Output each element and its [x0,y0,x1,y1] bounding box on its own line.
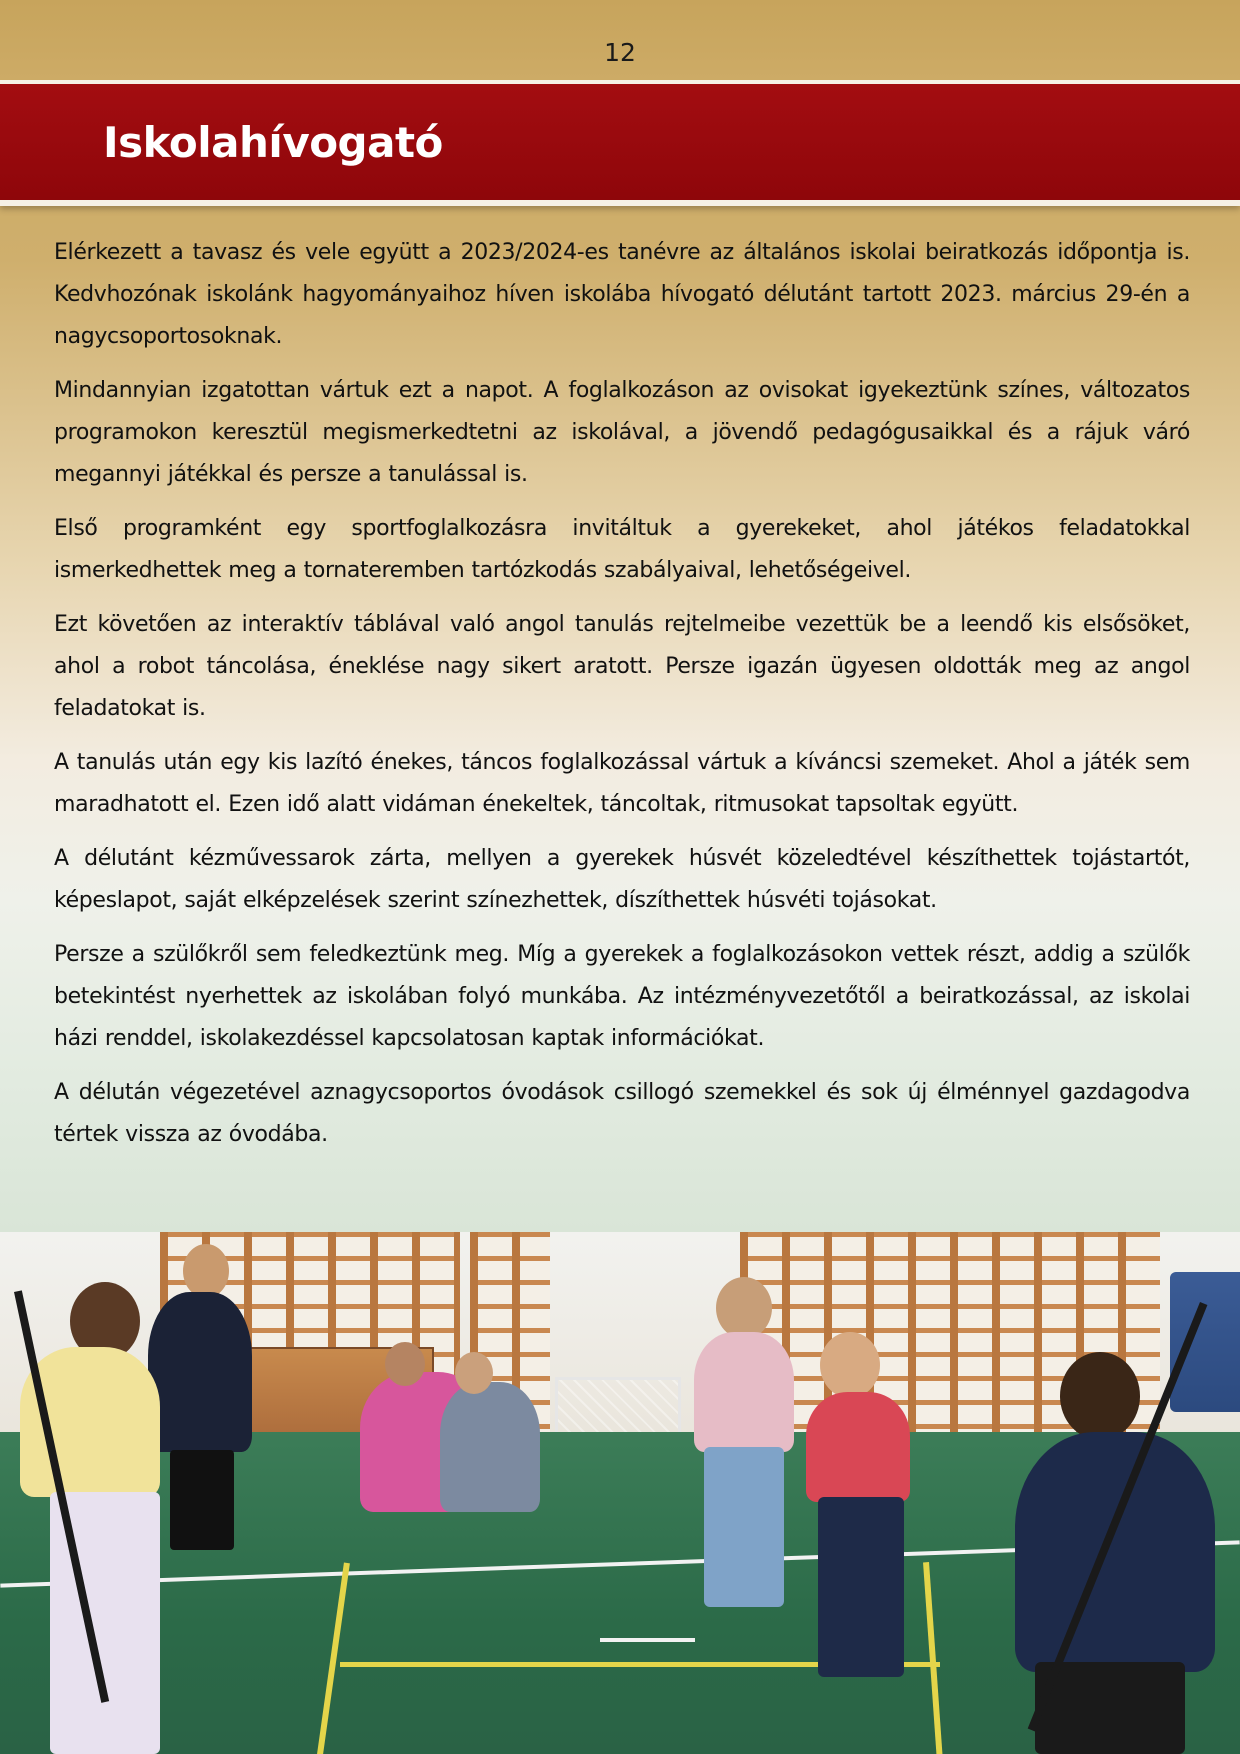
teacher-legs [170,1450,234,1550]
child-head [385,1342,425,1386]
paragraph: Mindannyian izgatottan vártuk ezt a napot. A foglalkozáson az ovisokat igyekeztünk színes, változatos programokon keresztül megismerkedtetni az iskolával, a jövendő pedagógusaikkal és a rájuk váró megannyi játékkal és persze a tanulással is. [54,378,1190,487]
paragraph: A délután végezetével aznagycsoportos óvodások csillogó szemekkel és sok új élménnyel gazdagodva tértek vissza az óvodába. [54,1080,1190,1147]
child-dark-sweater [1015,1432,1215,1672]
top-band [0,0,1240,80]
page-number: 12 [604,38,636,67]
child-trousers [818,1497,904,1677]
child-head [820,1332,880,1398]
title-band [0,84,1240,200]
teacher [148,1292,252,1452]
teacher-head [183,1244,229,1298]
child-head [1060,1352,1140,1440]
paragraph: Persze a szülőkről sem feledkeztünk meg. Míg a gyerekek a foglalkozásokon vettek részt, addig a szülők betekintést nyerhettek az iskolában folyó munkába. Az intézményvezetőtől a beiratkozással, az iskolai házi renddel, iskolakezdéssel kapcsolatosan kaptak információkat. [54,942,1190,1051]
article-title: Iskolahívogató [103,118,443,167]
paragraph: A tanulás után egy kis lazító énekes, táncos foglalkozással vártuk a kíváncsi szemeket. Ahol a játék sem maradhatott el. Ezen idő alatt vidáman énekeltek, táncoltak, ritmusokat tapsoltak együtt. [54,750,1190,817]
paragraph: Elérkezett a tavasz és vele együtt a 2023/2024-es tanévre az általános iskolai beiratkozás időpontja is. Kedvhozónak iskolánk hagyományaihoz híven iskolába hívogató délutánt tartott 2023. március 29-én a nagycsoportosoknak. [54,240,1190,349]
child-head [716,1277,772,1339]
child-striped-shirt [806,1392,910,1502]
seated-children [440,1382,540,1512]
gym-mats [1170,1272,1240,1412]
child-head [455,1352,493,1394]
child-pink-sweater [694,1332,794,1452]
floor-line [600,1638,695,1642]
paragraph: Első programként egy sportfoglalkozásra invitáltuk a gyerekeket, ahol játékos feladatokkal ismerkedhettek meg a tornateremben tartózkodás szabályaival, lehetőségeivel. [54,516,1190,583]
article-body [54,232,1190,1168]
paragraph: A délutánt kézművessarok zárta, mellyen a gyerekek húsvét közeledtével készíthettek tojástartót, képeslapot, saját elképzelések szerint színezhettek, díszíthettek húsvéti tojásokat. [54,846,1190,913]
gym-photo [0,1232,1240,1754]
paragraph: Ezt követően az interaktív táblával való angol tanulás rejtelmeibe vezettük be a leendő kis elsősöket, ahol a robot táncolása, éneklése nagy sikert aratott. Persze igazán ügyesen oldották meg az angol feladatokat is. [54,612,1190,721]
child-jeans [704,1447,784,1607]
